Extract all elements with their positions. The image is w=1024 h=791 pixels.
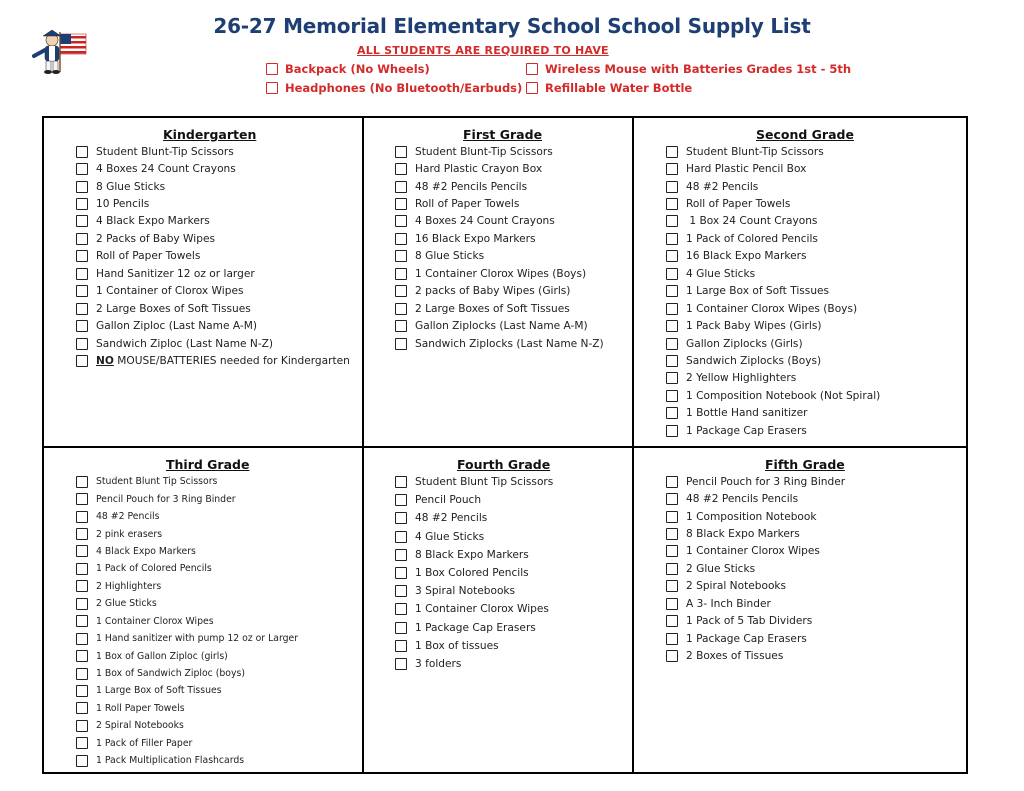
item-label: 2 Packs of Baby Wipes [96,232,216,245]
item-label: 1 Package Cap Erasers [686,424,807,437]
item-label: 1 Pack of Colored Pencils [96,563,212,575]
checkbox[interactable] [666,285,678,297]
checkbox[interactable] [666,407,678,419]
item-label: 1 Pack Multiplication Flashcards [96,755,245,767]
item-label: 2 Boxes of Tissues [686,650,784,663]
list-item[interactable] [76,700,298,717]
emphasis-no: NO [96,354,114,367]
list-item[interactable] [76,265,350,282]
divider [44,446,966,448]
item-label: Student Blunt-Tip Scissors [415,145,553,158]
item-label: 1 Box of Sandwich Ziploc (boys) [96,668,245,680]
list-item[interactable] [395,335,604,352]
required-heading: ALL STUDENTS ARE REQUIRED TO HAVE [357,44,609,57]
list-item[interactable] [76,473,298,490]
divider [632,118,634,772]
item-list [76,143,350,370]
item-label: Pencil Pouch [415,494,482,507]
checkbox[interactable] [76,163,88,175]
list-item[interactable] [395,213,604,230]
item-label: 1 Container Clorox Wipes [686,545,820,558]
checkbox[interactable] [76,181,88,193]
checkbox[interactable] [666,633,678,645]
checkbox[interactable] [76,668,88,680]
required-item-backpack[interactable] [266,62,430,76]
list-item[interactable] [395,546,553,564]
checkbox[interactable] [76,493,88,505]
item-label: 1 Hand sanitizer with pump 12 oz or Larger [96,633,299,645]
list-item[interactable] [666,630,845,647]
item-label: 1 Box 24 Count Crayons [686,215,818,228]
item-label: 1 Box of tissues [415,639,499,652]
checkbox[interactable] [76,528,88,540]
checkbox[interactable] [76,320,88,332]
item-list [666,143,880,439]
checkbox[interactable] [395,303,407,315]
checkbox[interactable] [666,163,678,175]
list-item[interactable] [395,619,553,637]
checkbox[interactable] [76,355,88,367]
checkbox[interactable] [395,531,407,543]
list-item[interactable] [76,665,298,682]
required-item-label: Refillable Water Bottle [545,81,693,95]
panel-title: Fourth Grade [457,457,551,472]
checkbox[interactable] [76,755,88,767]
list-item[interactable] [666,543,845,560]
checkbox[interactable] [666,268,678,280]
list-item[interactable] [76,752,298,769]
checkbox[interactable] [395,549,407,561]
item-label: 4 Glue Sticks [686,267,756,280]
checkbox[interactable] [526,63,538,75]
list-item[interactable] [666,560,845,577]
list-item[interactable] [395,655,553,673]
item-label: 16 Black Expo Markers [415,232,536,245]
item-label: Roll of Paper Towels [415,198,520,211]
checkbox[interactable] [395,338,407,350]
item-list [395,473,553,673]
list-item[interactable] [666,508,845,525]
item-label: 2 Yellow Highlighters [686,372,797,385]
checkbox[interactable] [76,580,88,592]
checkbox[interactable] [395,476,407,488]
item-label: 48 #2 Pencils [686,180,759,193]
item-label: Hard Plastic Pencil Box [686,163,807,176]
item-label: 4 Black Expo Markers [96,215,210,228]
list-item[interactable] [666,195,880,212]
checkbox[interactable] [666,650,678,662]
item-list [395,143,604,352]
checkbox[interactable] [395,250,407,262]
checkbox[interactable] [76,146,88,158]
checkbox[interactable] [666,250,678,262]
checkbox[interactable] [76,198,88,210]
item-label: Student Blunt-Tip Scissors [686,145,824,158]
item-label: 4 Boxes 24 Count Crayons [96,163,236,176]
list-item[interactable] [76,195,350,212]
checkbox[interactable] [666,528,678,540]
item-label: Pencil Pouch for 3 Ring Binder [96,493,236,505]
checkbox[interactable] [666,598,678,610]
item-label: 10 Pencils [96,198,150,211]
list-item[interactable] [395,600,553,618]
item-label: Hand Sanitizer 12 oz or larger [96,267,255,280]
item-label: Gallon Ziplocks (Girls) [686,337,803,350]
checkbox[interactable] [666,372,678,384]
checkbox[interactable] [395,512,407,524]
list-item[interactable] [76,543,298,560]
checkbox[interactable] [395,163,407,175]
list-item[interactable] [666,248,880,265]
list-item[interactable] [395,317,604,334]
list-item[interactable] [666,300,880,317]
item-label: 1 Pack of 5 Tab Dividers [686,615,813,628]
list-item[interactable] [76,178,350,195]
checkbox[interactable] [666,476,678,488]
item-label: 3 Spiral Notebooks [415,585,516,598]
list-item[interactable] [666,405,880,422]
item-label: 1 Container of Clorox Wipes [96,285,244,298]
item-label: 1 Pack Baby Wipes (Girls) [686,320,822,333]
list-item[interactable] [76,230,350,247]
list-item[interactable] [666,387,880,404]
list-item[interactable] [666,595,845,612]
checkbox[interactable] [395,233,407,245]
required-item-headphones[interactable] [266,81,522,95]
checkbox[interactable] [666,615,678,627]
list-item[interactable] [666,647,845,664]
checkbox[interactable] [76,650,88,662]
checkbox[interactable] [76,720,88,732]
list-item[interactable] [395,195,604,212]
item-label: Sandwich Ziplocks (Last Name N-Z) [415,337,604,350]
list-item[interactable] [395,473,553,491]
item-label: 1 Container Clorox Wipes (Boys) [686,302,858,315]
list-item[interactable] [666,473,845,490]
checkbox[interactable] [666,233,678,245]
list-item[interactable] [76,335,350,352]
checkbox[interactable] [76,737,88,749]
list-item[interactable] [666,178,880,195]
list-item[interactable] [76,213,350,230]
panel-title: Fifth Grade [765,457,845,472]
item-label: 8 Black Expo Markers [415,548,529,561]
item-label: 1 Container Clorox Wipes [96,615,214,627]
item-label: A 3- Inch Binder [686,597,771,610]
checkbox[interactable] [666,511,678,523]
list-item[interactable] [395,178,604,195]
list-item[interactable] [76,490,298,507]
item-label: Sandwich Ziploc (Last Name N-Z) [96,337,274,350]
list-item[interactable] [395,283,604,300]
list-item[interactable] [76,317,350,334]
list-item[interactable] [395,637,553,655]
required-item-label: Headphones (No Bluetooth/Earbuds) [285,81,523,95]
list-item[interactable] [76,508,298,525]
panel-title: Kindergarten [163,127,257,142]
list-item[interactable] [76,300,350,317]
list-item[interactable] [76,560,298,577]
item-label: 2 Spiral Notebooks [96,720,184,732]
checkbox[interactable] [76,285,88,297]
checkbox[interactable] [666,580,678,592]
checkbox[interactable] [266,82,278,94]
list-item[interactable] [666,352,880,369]
checkbox[interactable] [395,181,407,193]
checkbox[interactable] [76,476,88,488]
checkbox[interactable] [666,355,678,367]
item-label: 2 packs of Baby Wipes (Girls) [415,285,571,298]
list-item[interactable] [76,647,298,664]
item-label: 48 #2 Pencils [96,511,160,523]
panel-title: First Grade [463,127,543,142]
item-label: 2 Glue Sticks [96,598,157,610]
checkbox[interactable] [395,622,407,634]
required-item-label: Wireless Mouse with Batteries Grades 1st - 5th [545,62,852,76]
list-item[interactable] [395,509,553,527]
list-item[interactable] [666,213,880,230]
item-label: Gallon Ziploc (Last Name A-M) [96,320,257,333]
checkbox[interactable] [76,268,88,280]
list-item[interactable] [76,160,350,177]
list-item[interactable] [666,525,845,542]
checkbox[interactable] [76,598,88,610]
item-label: 1 Large Box of Soft Tissues [686,285,830,298]
checkbox[interactable] [395,215,407,227]
item-label: 2 Large Boxes of Soft Tissues [96,302,251,315]
item-label: Gallon Ziplocks (Last Name A-M) [415,320,588,333]
item-label: 1 Container Clorox Wipes [415,603,549,616]
list-item[interactable] [395,582,553,600]
checkbox[interactable] [395,285,407,297]
checkbox[interactable] [666,303,678,315]
item-label: 8 Black Expo Markers [686,528,800,541]
checkbox[interactable] [76,685,88,697]
item-label: 2 Large Boxes of Soft Tissues [415,302,570,315]
item-label: 48 #2 Pencils Pencils [415,180,528,193]
list-item[interactable] [76,595,298,612]
panel-title: Second Grade [756,127,854,142]
checkbox[interactable] [76,303,88,315]
checkbox[interactable] [666,198,678,210]
required-item-water-bottle[interactable] [526,81,692,95]
list-item[interactable] [666,578,845,595]
item-list [666,473,845,665]
item-label: 1 Pack of Filler Paper [96,737,193,749]
list-item[interactable] [76,630,298,647]
checkbox[interactable] [76,545,88,557]
checkbox[interactable] [395,494,407,506]
item-label: Sandwich Ziplocks (Boys) [686,354,822,367]
list-item[interactable] [666,265,880,282]
list-item[interactable] [76,143,350,160]
list-item[interactable] [395,230,604,247]
checkbox[interactable] [395,658,407,670]
list-item[interactable] [395,248,604,265]
item-label: Student Blunt Tip Scissors [415,476,554,489]
item-label: 4 Glue Sticks [415,530,485,543]
item-label: Student Blunt-Tip Scissors [96,145,234,158]
checkbox[interactable] [76,250,88,262]
panel-title: Third Grade [166,457,250,472]
list-item[interactable] [666,283,880,300]
item-label: 8 Glue Sticks [415,250,485,263]
checkbox[interactable] [76,338,88,350]
list-item[interactable] [666,422,880,439]
checkbox[interactable] [666,563,678,575]
checkbox[interactable] [666,493,678,505]
list-item[interactable] [666,613,845,630]
checkbox[interactable] [76,702,88,714]
list-item[interactable] [76,525,298,542]
list-item[interactable] [666,335,880,352]
list-item[interactable] [395,491,553,509]
checkbox[interactable] [76,215,88,227]
checkbox[interactable] [666,215,678,227]
list-item[interactable] [666,160,880,177]
item-label: 1 Box Colored Pencils [415,567,529,580]
list-item[interactable] [76,248,350,265]
item-label: 4 Black Expo Markers [96,545,196,557]
item-label: Hard Plastic Crayon Box [415,163,543,176]
checkbox[interactable] [76,233,88,245]
checkbox[interactable] [526,82,538,94]
list-item[interactable] [666,317,880,334]
supply-grid [42,116,968,774]
item-label: 48 #2 Pencils Pencils [686,493,799,506]
item-label: 1 Large Box of Soft Tissues [96,685,222,697]
checkbox[interactable] [76,563,88,575]
checkbox[interactable] [395,268,407,280]
list-item[interactable] [76,735,298,752]
checkbox[interactable] [395,198,407,210]
item-label: Student Blunt Tip Scissors [96,476,218,488]
item-list [76,473,298,769]
item-label: 2 Highlighters [96,580,162,592]
item-label: MOUSE/BATTERIES needed for Kindergarten [113,354,350,367]
item-label: Roll of Paper Towels [686,198,791,211]
item-label: 1 Container Clorox Wipes (Boys) [415,267,587,280]
list-item[interactable] [666,230,880,247]
item-label: 48 #2 Pencils [415,512,488,525]
list-item[interactable] [666,143,880,160]
required-item-label: Backpack (No Wheels) [285,62,430,76]
item-label: 4 Boxes 24 Count Crayons [415,215,555,228]
checkbox[interactable] [395,567,407,579]
item-label: 3 folders [415,657,462,670]
checkbox[interactable] [76,633,88,645]
item-label: 1 Roll Paper Towels [96,702,185,714]
checkbox[interactable] [666,425,678,437]
item-label: 16 Black Expo Markers [686,250,807,263]
item-label: 2 Spiral Notebooks [686,580,787,593]
list-item[interactable] [666,370,880,387]
list-item[interactable] [395,160,604,177]
item-label: Roll of Paper Towels [96,250,201,263]
required-item-mouse[interactable] [526,62,851,76]
checkbox[interactable] [666,181,678,193]
list-item[interactable] [395,564,553,582]
checkbox[interactable] [395,585,407,597]
list-item[interactable] [76,283,350,300]
checkbox[interactable] [666,545,678,557]
item-label: 2 pink erasers [96,528,163,540]
item-label: 1 Composition Notebook (Not Spiral) [686,389,881,402]
checkbox[interactable] [666,338,678,350]
list-item[interactable] [76,578,298,595]
checkbox[interactable] [666,146,678,158]
list-item[interactable] [395,143,604,160]
checkbox[interactable] [395,146,407,158]
item-label: 1 Package Cap Erasers [686,632,807,645]
checkbox[interactable] [395,640,407,652]
item-label: 1 Package Cap Erasers [415,621,536,634]
list-item[interactable] [76,352,350,369]
checkbox[interactable] [666,320,678,332]
item-label: 1 Pack of Colored Pencils [686,232,818,245]
item-label: Pencil Pouch for 3 Ring Binder [686,475,846,488]
item-label: 1 Composition Notebook [686,510,817,523]
checkbox[interactable] [395,320,407,332]
list-item[interactable] [76,717,298,734]
list-item[interactable] [76,682,298,699]
list-item[interactable] [76,613,298,630]
item-label: 1 Bottle Hand sanitizer [686,407,808,420]
item-label: 1 Box of Gallon Ziploc (girls) [96,650,228,662]
checkbox[interactable] [266,63,278,75]
divider [362,118,364,772]
checkbox[interactable] [76,615,88,627]
list-item[interactable] [395,300,604,317]
checkbox[interactable] [395,603,407,615]
list-item[interactable] [395,265,604,282]
list-item[interactable] [395,528,553,546]
checkbox[interactable] [666,390,678,402]
item-label: 2 Glue Sticks [686,562,756,575]
page-title: 26-27 Memorial Elementary School School Supply List [213,14,811,38]
list-item[interactable] [666,490,845,507]
checkbox[interactable] [76,511,88,523]
item-label: 8 Glue Sticks [96,180,166,193]
